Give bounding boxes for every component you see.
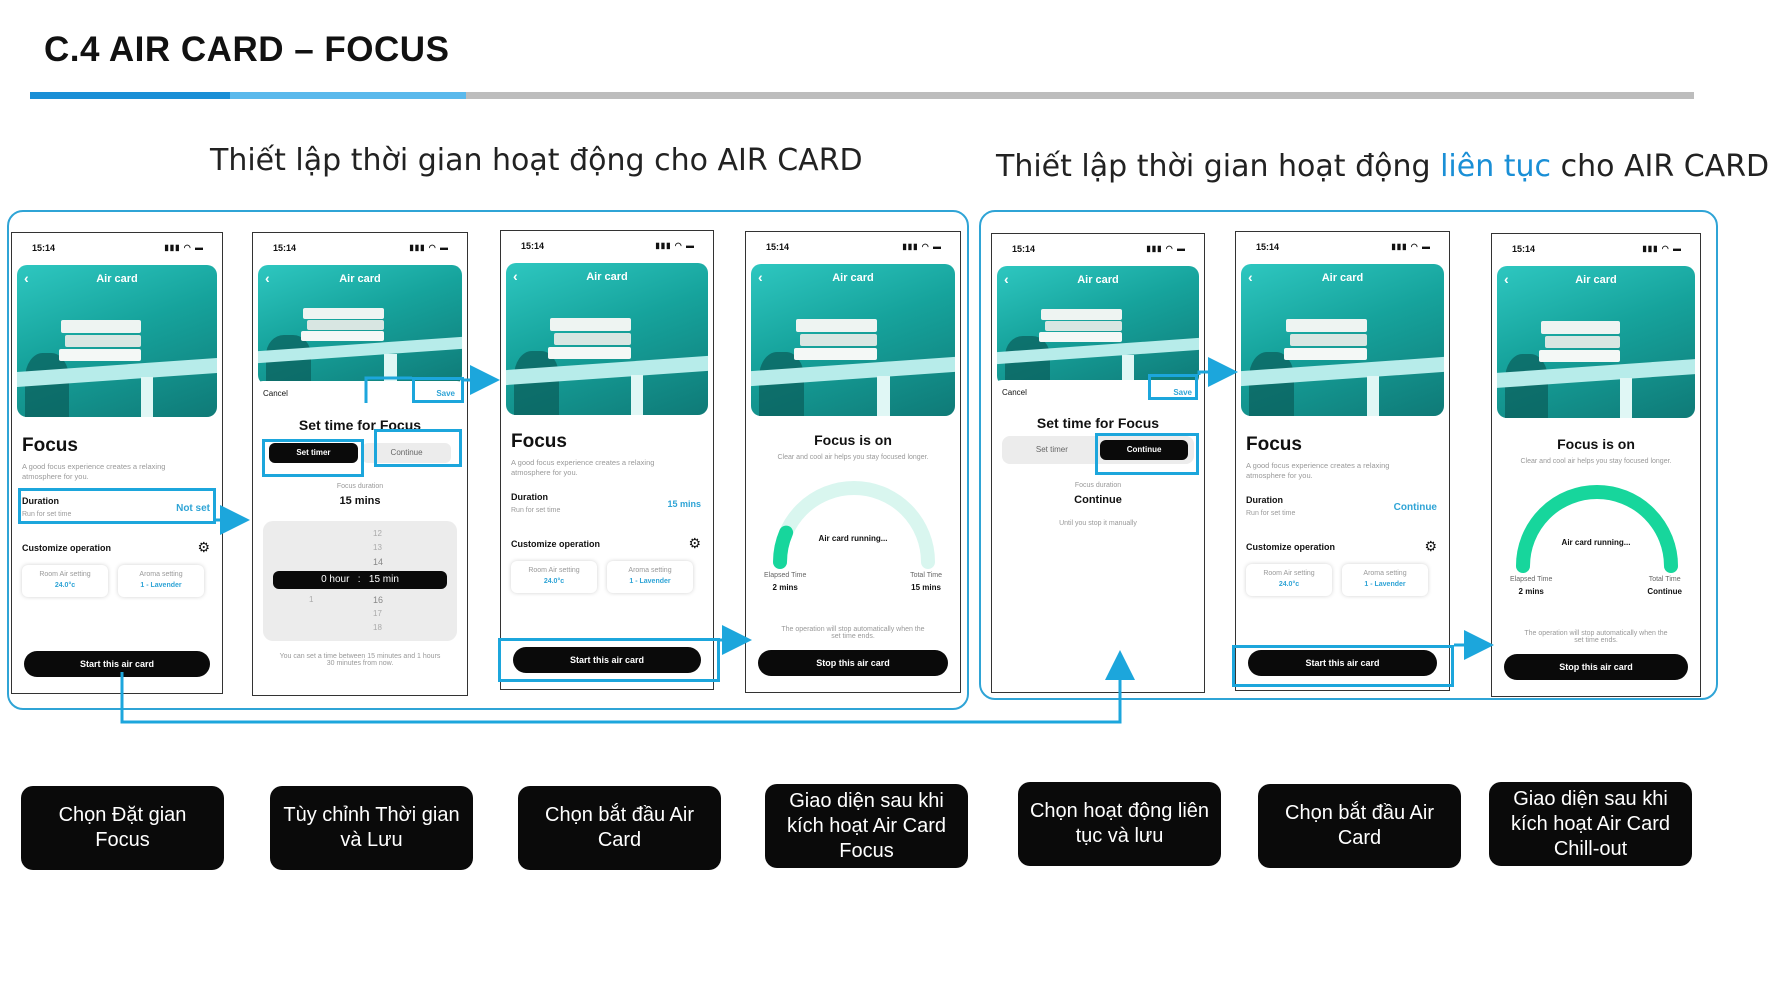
phone-focus-on: 15:14 ▮▮▮ ◠ ▬ ‹ Air card Focus is on Clear and cool air helps you stay focused longer. Air card running... Elapsed Time 2 mins Total Time 15 mins The operation will stop automatically when the set time ends. Stop this air card	[745, 231, 961, 693]
duration-value[interactable]: 15 mins	[667, 499, 701, 509]
duration-label: Duration	[1246, 495, 1283, 505]
duration-sub: Run for set time	[511, 507, 561, 514]
continue-note: Until you stop it manually	[1059, 520, 1137, 527]
duration-value[interactable]: Continue	[1393, 502, 1437, 513]
card-desc: A good focus experience creates a relaxing atmosphere for you.	[1246, 461, 1390, 480]
caption-5: Chọn hoạt động liên tục và lưu	[1018, 782, 1221, 866]
focus-duration-value: Continue	[1074, 494, 1122, 506]
duration-label: Duration	[511, 492, 548, 502]
total-time: Total Time 15 mins	[910, 572, 942, 592]
stop-button[interactable]: Stop this air card	[758, 650, 948, 676]
time-picker[interactable]: 12 13 14 0 hour : 15 min 1 16 17 18	[263, 521, 457, 641]
phone-set-time: 15:14 ▮▮▮ ◠ ▬ ‹ Air card Cancel Save Set time for Focus Set timer Continue Focus duration 15 mins 12 13 14 0 hour : 15 min 1 16 17 18 You can set a time between 15 minutes and 1 hours 30 minutes from now.	[252, 232, 468, 696]
customize-label: Customize operation	[22, 543, 112, 553]
start-button[interactable]: Start this air card	[513, 647, 701, 673]
card-desc: A good focus experience creates a relaxing atmosphere for you.	[511, 458, 655, 477]
cancel-button[interactable]: Cancel	[1002, 388, 1027, 397]
gear-icon[interactable]: ⚙	[688, 535, 701, 551]
phone-focus-15min: 15:14 ▮▮▮ ◠ ▬ ‹ Air card Focus A good focus experience creates a relaxing atmosphere for you. Duration Run for set time 15 mins Customize operation ⚙ Room Air setting 24.0°c Aroma setting 1 - Lavender Start this air card	[500, 230, 714, 690]
customize-label: Customize operation	[511, 539, 601, 549]
back-icon[interactable]: ‹	[1504, 271, 1509, 287]
set-timer-option[interactable]: Set timer	[269, 443, 358, 463]
continue-option[interactable]: Continue	[362, 443, 451, 463]
focus-duration-label: Focus duration	[1074, 482, 1122, 489]
focus-duration-value: 15 mins	[339, 495, 381, 507]
caption-3: Chọn bắt đầu Air Card	[518, 786, 721, 870]
chip-room-air[interactable]: Room Air setting 24.0°c	[511, 561, 597, 593]
phone-set-continue: 15:14 ▮▮▮ ◠ ▬ ‹ Air card Cancel Save Set time for Focus Set timer Continue Focus duration Continue Until you stop it manually	[991, 233, 1205, 693]
focus-duration-label: Focus duration	[336, 483, 384, 490]
caption-2: Tùy chỉnh Thời gian và Lưu	[270, 786, 473, 870]
focus-on-desc: Clear and cool air helps you stay focused longer.	[1520, 458, 1672, 465]
start-button[interactable]: Start this air card	[24, 651, 210, 677]
gauge-text: Air card running...	[1561, 538, 1631, 547]
continue-option[interactable]: Continue	[1100, 440, 1188, 460]
chip-room-air[interactable]: Room Air setting 24.0°c	[22, 565, 108, 597]
card-desc: A good focus experience creates a relaxing atmosphere for you.	[22, 462, 166, 481]
elapsed-time: Elapsed Time 2 mins	[764, 572, 807, 592]
picker-selected[interactable]: 0 hour : 15 min	[273, 571, 447, 589]
gauge-text: Air card running...	[818, 534, 888, 543]
card-title: Focus	[1246, 434, 1302, 455]
hero-image: ‹ Air card	[997, 266, 1199, 386]
subhead-right: Thiết lập thời gian hoạt động liên tục cho AIR CARD	[996, 149, 1769, 184]
auto-stop-note: The operation will stop automatically when the set time ends.	[781, 626, 925, 640]
caption-7: Giao diện sau khi kích hoạt Air Card Chill-out	[1489, 782, 1692, 866]
stop-button[interactable]: Stop this air card	[1504, 654, 1688, 680]
duration-value[interactable]: Not set	[176, 503, 210, 514]
back-icon[interactable]: ‹	[1004, 271, 1009, 287]
save-button[interactable]: Save	[436, 389, 455, 398]
phone-focus-on-continue: 15:14 ▮▮▮ ◠ ▬ ‹ Air card Focus is on Clear and cool air helps you stay focused longer. Air card running... Elapsed Time 2 mins Total Time Continue The operation will stop automatically when the set time ends. Stop this air card	[1491, 233, 1701, 697]
auto-stop-note: The operation will stop automatically when the set time ends.	[1524, 630, 1668, 644]
focus-on-title: Focus is on	[1557, 436, 1635, 452]
focus-on-desc: Clear and cool air helps you stay focused longer.	[777, 454, 929, 461]
duration-sub: Run for set time	[22, 511, 72, 518]
elapsed-time: Elapsed Time 2 mins	[1510, 576, 1553, 596]
back-icon[interactable]: ‹	[513, 268, 518, 284]
card-title: Focus	[22, 435, 78, 456]
phone-focus-continue: 15:14 ▮▮▮ ◠ ▬ ‹ Air card Focus A good focus experience creates a relaxing atmosphere for you. Duration Run for set time Continue Customize operation ⚙ Room Air setting 24.0°c Aroma setting 1 - Lavender Start this air card	[1235, 231, 1450, 691]
hero-image: ‹ Air card	[1497, 266, 1695, 418]
start-button[interactable]: Start this air card	[1248, 650, 1437, 676]
hero-image: ‹ Air card	[506, 263, 708, 415]
back-icon[interactable]: ‹	[758, 269, 763, 285]
set-timer-option[interactable]: Set timer	[1035, 445, 1068, 454]
hero-image: ‹ Air card	[258, 265, 462, 385]
total-time: Total Time Continue	[1647, 576, 1682, 596]
subhead-left: Thiết lập thời gian hoạt động cho AIR CARD	[210, 143, 863, 178]
picker-note: You can set a time between 15 minutes and 1 hours 30 minutes from now.	[279, 653, 441, 667]
gear-icon[interactable]: ⚙	[1424, 538, 1437, 554]
gear-icon[interactable]: ⚙	[197, 539, 210, 555]
card-title: Focus	[511, 431, 567, 452]
set-time-title: Set time for Focus	[298, 417, 422, 433]
back-icon[interactable]: ‹	[1248, 269, 1253, 285]
customize-label: Customize operation	[1246, 542, 1336, 552]
chip-room-air[interactable]: Room Air setting 24.0°c	[1246, 564, 1332, 596]
hero-image: ‹ Air card	[751, 264, 955, 416]
back-icon[interactable]: ‹	[265, 270, 270, 286]
back-icon[interactable]: ‹	[24, 270, 29, 286]
caption-6: Chọn bắt đầu Air Card	[1258, 784, 1461, 868]
chip-aroma[interactable]: Aroma setting 1 - Lavender	[1342, 564, 1428, 596]
hero-image: ‹ Air card	[17, 265, 217, 417]
set-time-title: Set time for Focus	[1036, 415, 1160, 431]
save-button[interactable]: Save	[1173, 388, 1192, 397]
chip-aroma[interactable]: Aroma setting 1 - Lavender	[118, 565, 204, 597]
focus-on-title: Focus is on	[814, 432, 892, 448]
phone-focus-not-set: 15:14 ▮▮▮ ◠ ▬ ‹ Air card Focus A good focus experience creates a relaxing atmosphere for you. Duration Run for set time Not set Customize operation ⚙ Room Air setting 24.0°c Aroma setting 1 - Lavender Start this air card	[11, 232, 223, 694]
cancel-button[interactable]: Cancel	[263, 389, 288, 398]
duration-label: Duration	[22, 496, 59, 506]
duration-sub: Run for set time	[1246, 510, 1296, 517]
caption-1: Chọn Đặt gian Focus	[21, 786, 224, 870]
hero-image: ‹ Air card	[1241, 264, 1444, 416]
slide-title: C.4 AIR CARD – FOCUS	[44, 30, 450, 69]
caption-4: Giao diện sau khi kích hoạt Air Card Focus	[765, 784, 968, 868]
chip-aroma[interactable]: Aroma setting 1 - Lavender	[607, 561, 693, 593]
